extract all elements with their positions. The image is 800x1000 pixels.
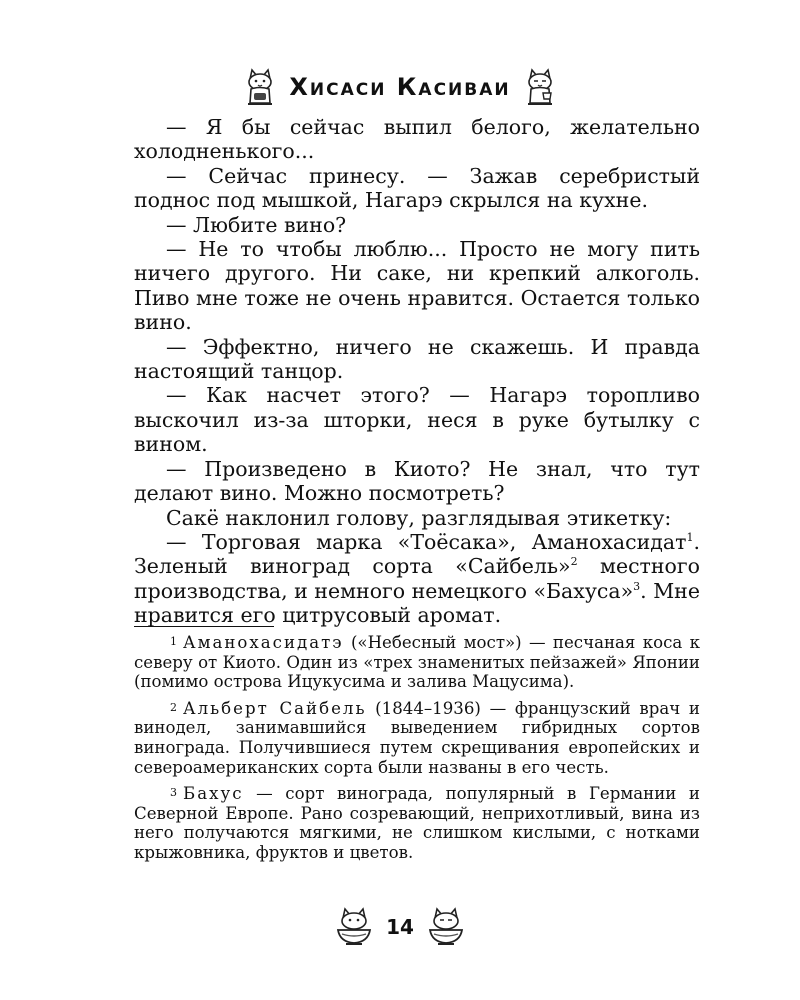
- footnotes: [134, 632, 700, 869]
- paragraph: — Произведено в Киото? Не знал, что тут делают вино. Можно посмотреть?: [134, 456, 700, 506]
- footnote-1: [134, 632, 700, 692]
- paragraph: Сакё наклонил голову, разглядывая этикетку:: [166, 505, 672, 530]
- footnote-number: 2: [170, 700, 177, 714]
- paragraph: — Не то чтобы люблю... Просто не могу пить ничего другого. Ни саке, ни крепкий алкоголь. Пиво мне тоже не очень нравится. Остается только вино.: [134, 237, 700, 335]
- footnote-ref-1: 1: [686, 530, 694, 544]
- footnote-text: (1844–1936) — французский врач и винодел, занимавшийся выведением гибридных сортов винограда. Получившиеся путем скрещивания европейских и североамериканских сорта были названы в его честь.: [134, 698, 700, 777]
- running-header: [0, 64, 800, 110]
- paragraph: — Как насчет этого? — Нагарэ торопливо выскочил из-за шторки, неся в руке бутылку с вином.: [134, 383, 700, 457]
- footnote-text: — сорт винограда, популярный в Германии и Северной Европе. Рано созревающий, неприхотливый, вина из него получаются мягкими, не слишком кислыми, с нотками крыжовника, фруктов и цветов.: [134, 784, 700, 862]
- text-run: . Мне нравится его цитрусовый аромат.: [134, 578, 700, 628]
- footnote-2: [134, 698, 700, 777]
- text-run: — Торговая марка «Тоёсака», Аманохасидат: [166, 529, 687, 554]
- footnote-number: 3: [170, 786, 177, 800]
- footnote-separator: [134, 626, 274, 627]
- cat-in-bowl-icon: [426, 906, 466, 948]
- footnote-term: Бахус: [183, 784, 244, 804]
- footnote-ref-2: 2: [570, 555, 578, 569]
- footnote-term: Аманохасидатэ: [183, 633, 344, 652]
- paragraph: — Сейчас принесу. — Зажав серебристый поднос под мышкой, Нагарэ скрылся на кухне.: [134, 163, 700, 213]
- page-number: 14: [386, 915, 414, 939]
- book-author: Хисаси Касиваи: [289, 73, 511, 101]
- footnote-ref-3: 3: [633, 579, 641, 593]
- footnote-text: («Небесный мост») — песчаная коса к северу от Киото. Один из «трех знаменитых пейзажей» Японии (помимо острова Ицукусима и залива Мацусима).: [134, 633, 700, 692]
- footnote-term: Альберт Сайбель: [183, 698, 367, 718]
- cat-in-bowl-icon: [334, 906, 374, 948]
- footnote-number: 1: [170, 635, 177, 648]
- main-text: [134, 115, 700, 628]
- paragraph: [134, 530, 700, 628]
- footnote-3: [134, 783, 700, 862]
- paragraph: — Любите вино?: [166, 212, 347, 237]
- cat-with-teacup-icon: [243, 67, 277, 107]
- paragraph: — Я бы сейчас выпил белого, желательно холодненького...: [134, 115, 700, 164]
- page-footer: [0, 904, 800, 950]
- text-run: местного производства, и немного немецкого «Бахуса»: [134, 554, 700, 603]
- text-run: . Зеленый виноград сорта «Сайбель»: [134, 529, 700, 579]
- paragraph: — Эффектно, ничего не скажешь. И правда настоящий танцор.: [134, 334, 700, 384]
- cat-with-cup-icon: [523, 67, 557, 107]
